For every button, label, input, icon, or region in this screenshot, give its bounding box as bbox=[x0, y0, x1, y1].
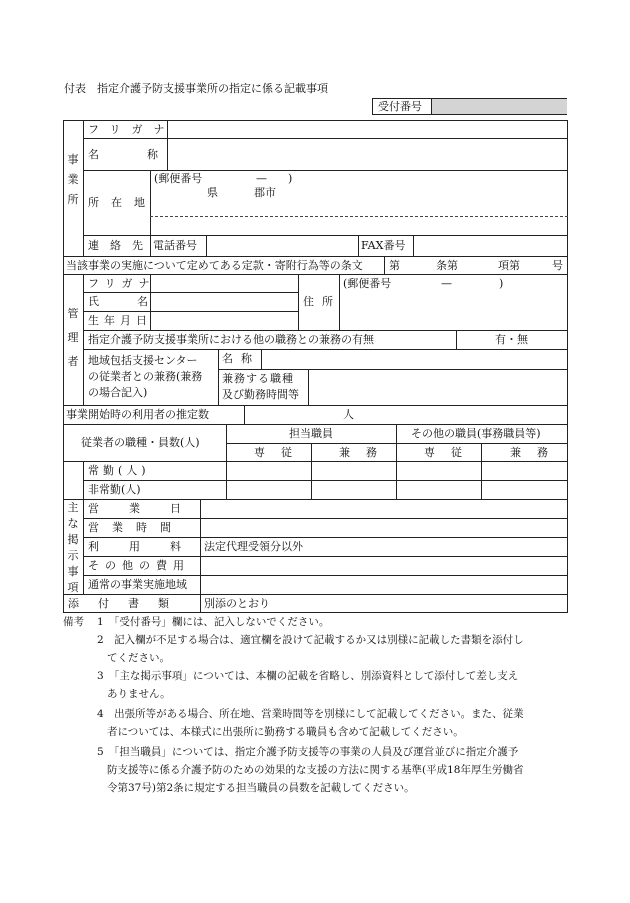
office-prefecture: 県 bbox=[207, 186, 218, 199]
note-2: 2 記入欄が不足する場合は、適宜欄を設けて記載するか又は別様に記載した書類を添付し bbox=[97, 634, 524, 646]
office-name-input[interactable] bbox=[168, 139, 567, 169]
manager-center-line3: の場合記入) bbox=[88, 386, 148, 399]
posting-row-label: 営業日 bbox=[88, 502, 211, 515]
manager-postal-label: (郵便番号 bbox=[343, 277, 392, 290]
users-input[interactable] bbox=[245, 406, 340, 423]
manager-postal-dash: — bbox=[441, 277, 452, 290]
posting-row-label: その他の費用 bbox=[88, 559, 190, 572]
office-address-input[interactable] bbox=[151, 200, 567, 234]
manager-center-line1: 地域包括支援センター bbox=[88, 354, 198, 367]
staff-row2: 非常勤(人) bbox=[88, 483, 141, 496]
office-side-char: 事 bbox=[67, 153, 79, 166]
note-3-cont: ありません。 bbox=[107, 688, 171, 700]
manager-postal-close: ) bbox=[499, 277, 504, 290]
staff-cell[interactable] bbox=[482, 462, 567, 479]
manager-birth-label: 生年月日 bbox=[88, 314, 152, 327]
manager-center-name-label: 名称 bbox=[222, 352, 260, 365]
staff-part2: 兼務 bbox=[510, 446, 564, 459]
posting-row-label: 営業時間 bbox=[88, 521, 184, 534]
articles-clause: 条第 bbox=[436, 259, 458, 272]
posting-side-char: 項 bbox=[67, 581, 79, 594]
office-postal-dash: — bbox=[256, 172, 267, 185]
articles-label: 当該事業の実施について定めてある定款・寄附行為等の条文 bbox=[66, 259, 363, 272]
note-5-cont2: 令第37号)第2条に規定する担当職員の員数を記載してください。 bbox=[107, 782, 415, 794]
manager-center-job-input[interactable] bbox=[309, 370, 567, 404]
office-address-label: 所在地 bbox=[88, 196, 157, 209]
office-phone-label: 電話番号 bbox=[153, 239, 197, 252]
note-4: 4 出張所等がある場合、所在地、営業時間等を別様にして記載してください。また、従業 bbox=[97, 708, 524, 720]
staff-cell[interactable] bbox=[482, 481, 567, 498]
office-phone-input[interactable] bbox=[207, 236, 357, 255]
users-label: 事業開始時の利用者の推定数 bbox=[66, 408, 209, 421]
office-furigana-label: フリガナ bbox=[88, 123, 176, 136]
manager-address-input[interactable] bbox=[340, 290, 567, 329]
office-contact-label: 連絡先 bbox=[88, 239, 154, 252]
posting-fee-value: 法定代理受領分以外 bbox=[204, 540, 303, 553]
posting-row-label: 通常の事業実施地域 bbox=[88, 578, 187, 591]
office-side-char: 業 bbox=[67, 173, 79, 186]
posting-input[interactable] bbox=[201, 557, 567, 574]
posting-input[interactable] bbox=[201, 576, 567, 593]
office-fax-input[interactable] bbox=[414, 236, 567, 255]
staff-cell[interactable] bbox=[312, 481, 395, 498]
note-4-cont: 者については、本様式に出張所に勤務する職員も含めて記載してください。 bbox=[107, 726, 464, 738]
staff-part: 兼務 bbox=[339, 446, 393, 459]
staff-cell[interactable] bbox=[312, 462, 395, 479]
staff-full2: 専従 bbox=[424, 446, 478, 459]
office-postal-label: (郵便番号 bbox=[154, 172, 203, 185]
manager-concurrent-value[interactable]: 有・無 bbox=[495, 333, 528, 346]
staff-cell[interactable] bbox=[397, 462, 480, 479]
users-unit: 人 bbox=[343, 408, 354, 421]
posting-side-char: 示 bbox=[67, 549, 79, 562]
manager-side-char: 理 bbox=[67, 331, 79, 344]
manager-address-label: 住所 bbox=[303, 295, 341, 308]
posting-input[interactable] bbox=[201, 500, 567, 517]
manager-name-input[interactable] bbox=[151, 293, 297, 310]
staff-header: 従業者の職種・員数(人) bbox=[81, 436, 200, 449]
office-name-label: 名称 bbox=[88, 148, 206, 161]
posting-side-char: 事 bbox=[67, 565, 79, 578]
manager-furigana-label: フリガナ bbox=[88, 277, 156, 290]
staff-col1: 担当職員 bbox=[289, 427, 333, 440]
posting-input[interactable] bbox=[315, 538, 567, 555]
office-city: 郡市 bbox=[254, 186, 276, 199]
manager-side-char: 管 bbox=[67, 307, 79, 320]
office-furigana-input[interactable] bbox=[168, 121, 567, 137]
articles-num: 号 bbox=[552, 259, 563, 272]
attachment-label: 添付書類 bbox=[68, 597, 188, 610]
posting-side-char: 掲 bbox=[67, 533, 79, 546]
manager-birth-input[interactable] bbox=[151, 312, 297, 329]
notes-head: 備考 bbox=[63, 616, 84, 628]
posting-side-char: な bbox=[67, 517, 79, 530]
manager-center-name-input[interactable] bbox=[262, 350, 567, 368]
attachment-value: 別添のとおり bbox=[204, 597, 270, 610]
posting-input[interactable] bbox=[201, 519, 567, 536]
articles-article: 第 bbox=[389, 259, 400, 272]
manager-center-line2: の従業者との兼務(兼務 bbox=[88, 370, 203, 383]
note-2-cont: てください。 bbox=[107, 652, 170, 664]
form-title: 付表 指定介護予防支援事業所の指定に係る記載事項 bbox=[64, 82, 328, 95]
staff-cell[interactable] bbox=[397, 481, 480, 498]
staff-full: 専従 bbox=[254, 446, 308, 459]
posting-row-label: 利用料 bbox=[88, 540, 211, 553]
manager-name-label: 氏名 bbox=[88, 295, 186, 308]
note-5-cont: 防支援等に係る介護予防のための効果的な支援の方法に関する基準(平成18年厚生労働省 bbox=[107, 764, 524, 776]
office-fax-label: FAX番号 bbox=[361, 239, 406, 252]
staff-cell[interactable] bbox=[227, 462, 310, 479]
manager-center-job1: 兼務する職種 bbox=[222, 372, 294, 385]
staff-col2: その他の職員(事務職員等) bbox=[411, 427, 541, 440]
note-3: 3 「主な掲示事項」については、本欄の記載を省略し、別添資料として添付して差し支え bbox=[97, 670, 519, 682]
manager-side-char: 者 bbox=[67, 355, 79, 368]
posting-side-char: 主 bbox=[67, 501, 79, 514]
note-5: 5 「担当職員」については、指定介護予防支援等の事業の人員及び運営並びに指定介護予 bbox=[97, 746, 519, 758]
office-side-char: 所 bbox=[67, 193, 79, 206]
manager-center-job2: 及び勤務時間等 bbox=[222, 388, 299, 401]
note-1: 1 「受付番号」欄には、記入しないでください。 bbox=[97, 616, 330, 628]
office-postal-close: ) bbox=[288, 172, 293, 185]
articles-item: 項第 bbox=[498, 259, 520, 272]
staff-row1: 常勤(人) bbox=[88, 464, 150, 477]
receipt-number-field[interactable] bbox=[431, 99, 567, 114]
receipt-label: 受付番号 bbox=[378, 100, 422, 113]
manager-concurrent-label: 指定介護予防支援事業所における他の職務との兼務の有無 bbox=[88, 333, 374, 346]
staff-cell[interactable] bbox=[227, 481, 310, 498]
manager-furigana-input[interactable] bbox=[151, 275, 297, 291]
